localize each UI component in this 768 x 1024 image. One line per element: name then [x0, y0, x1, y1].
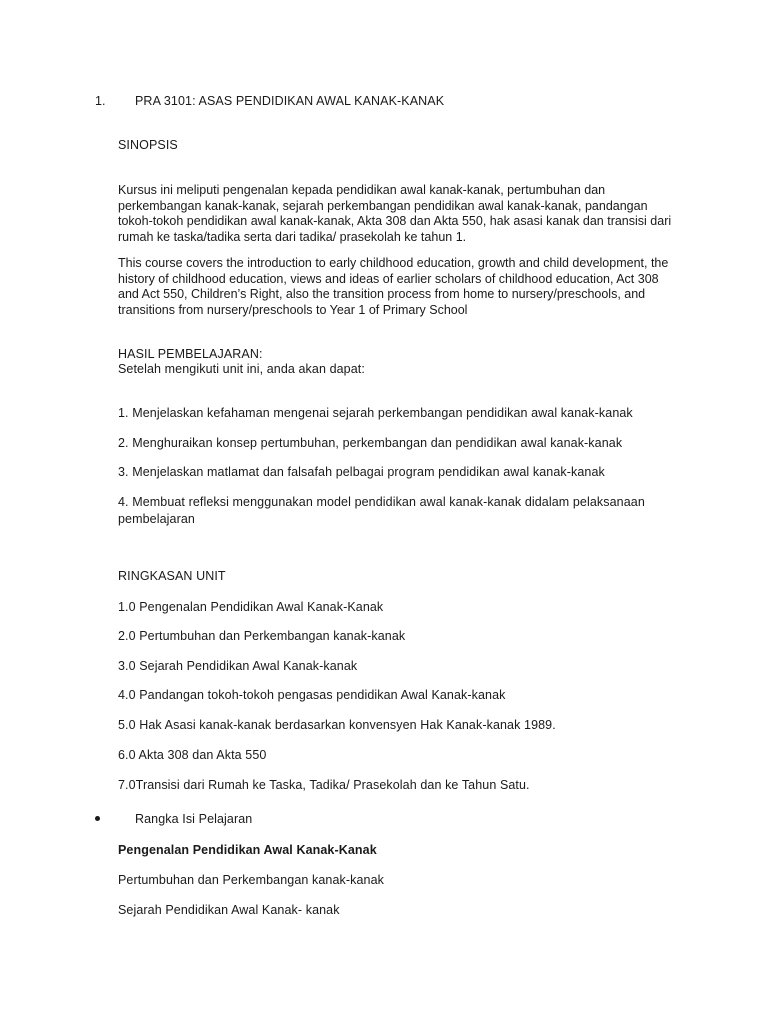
paragraph-line: perkembangan kanak-kanak, sejarah perkembangan pendidikan awal kanak-kanak, pandangan [118, 198, 648, 213]
outcomes-heading: HASIL PEMBELAJARAN: [118, 347, 263, 361]
outcome-item: 1. Menjelaskan kefahaman mengenai sejarah perkembangan pendidikan awal kanak-kanak [118, 406, 633, 420]
summary-item: 5.0 Hak Asasi kanak-kanak berdasarkan konvensyen Hak Kanak-kanak 1989. [118, 718, 556, 732]
summary-item: 7.0Transisi dari Rumah ke Taska, Tadika/ Prasekolah dan ke Tahun Satu. [118, 778, 530, 792]
outline-bold-item: Pengenalan Pendidikan Awal Kanak-Kanak [118, 843, 377, 857]
synopsis-english-paragraph [118, 256, 678, 318]
summary-heading: RINGKASAN UNIT [118, 569, 226, 583]
paragraph-line: This course covers the introduction to early childhood education, growth and child development, the [118, 256, 669, 270]
outline-bullet-label: Rangka Isi Pelajaran [135, 812, 253, 826]
outcomes-intro: Setelah mengikuti unit ini, anda akan dapat: [118, 362, 365, 376]
outcome-item: 4. Membuat refleksi menggunakan model pendidikan awal kanak-kanak didalam pelaksanaan [118, 495, 645, 509]
bullet-icon [95, 816, 100, 821]
course-number: 1. [95, 94, 106, 108]
paragraph-line: transitions from nursery/preschools to Year 1 of Primary School [118, 302, 468, 317]
outcome-item: 2. Menghuraikan konsep pertumbuhan, perkembangan dan pendidikan awal kanak-kanak [118, 436, 623, 450]
outcome-item: 3. Menjelaskan matlamat dan falsafah pelbagai program pendidikan awal kanak-kanak [118, 465, 605, 479]
paragraph-line: tokoh-tokoh pendidikan awal kanak-kanak, Akta 308 dan Akta 550, hak asasi kanak dan transisi dari [118, 214, 672, 228]
course-title: PRA 3101: ASAS PENDIDIKAN AWAL KANAK-KANAK [135, 94, 445, 108]
summary-item: 3.0 Sejarah Pendidikan Awal Kanak-kanak [118, 659, 358, 673]
outline-item: Sejarah Pendidikan Awal Kanak- kanak [118, 903, 340, 917]
synopsis-heading: SINOPSIS [118, 138, 178, 152]
paragraph-line: rumah ke taska/tadika serta dari tadika/ prasekolah ke tahun 1. [118, 229, 467, 244]
paragraph-line: Kursus ini meliputi pengenalan kepada pendidikan awal kanak-kanak, pertumbuhan dan [118, 183, 606, 197]
summary-item: 1.0 Pengenalan Pendidikan Awal Kanak-Kanak [118, 600, 384, 614]
paragraph-line: history of childhood education, views and ideas of earlier scholars of childhood education, Act 308 [118, 271, 659, 286]
summary-item: 2.0 Pertumbuhan dan Perkembangan kanak-kanak [118, 629, 406, 643]
outcome-item-continuation: pembelajaran [118, 512, 195, 526]
outline-item: Pertumbuhan dan Perkembangan kanak-kanak [118, 873, 384, 887]
synopsis-malay-paragraph [118, 183, 678, 245]
summary-item: 6.0 Akta 308 dan Akta 550 [118, 748, 267, 762]
paragraph-line: and Act 550, Children’s Right, also the transition process from home to nursery/preschools, and [118, 287, 646, 301]
summary-item: 4.0 Pandangan tokoh-tokoh pengasas pendidikan Awal Kanak-kanak [118, 688, 506, 702]
